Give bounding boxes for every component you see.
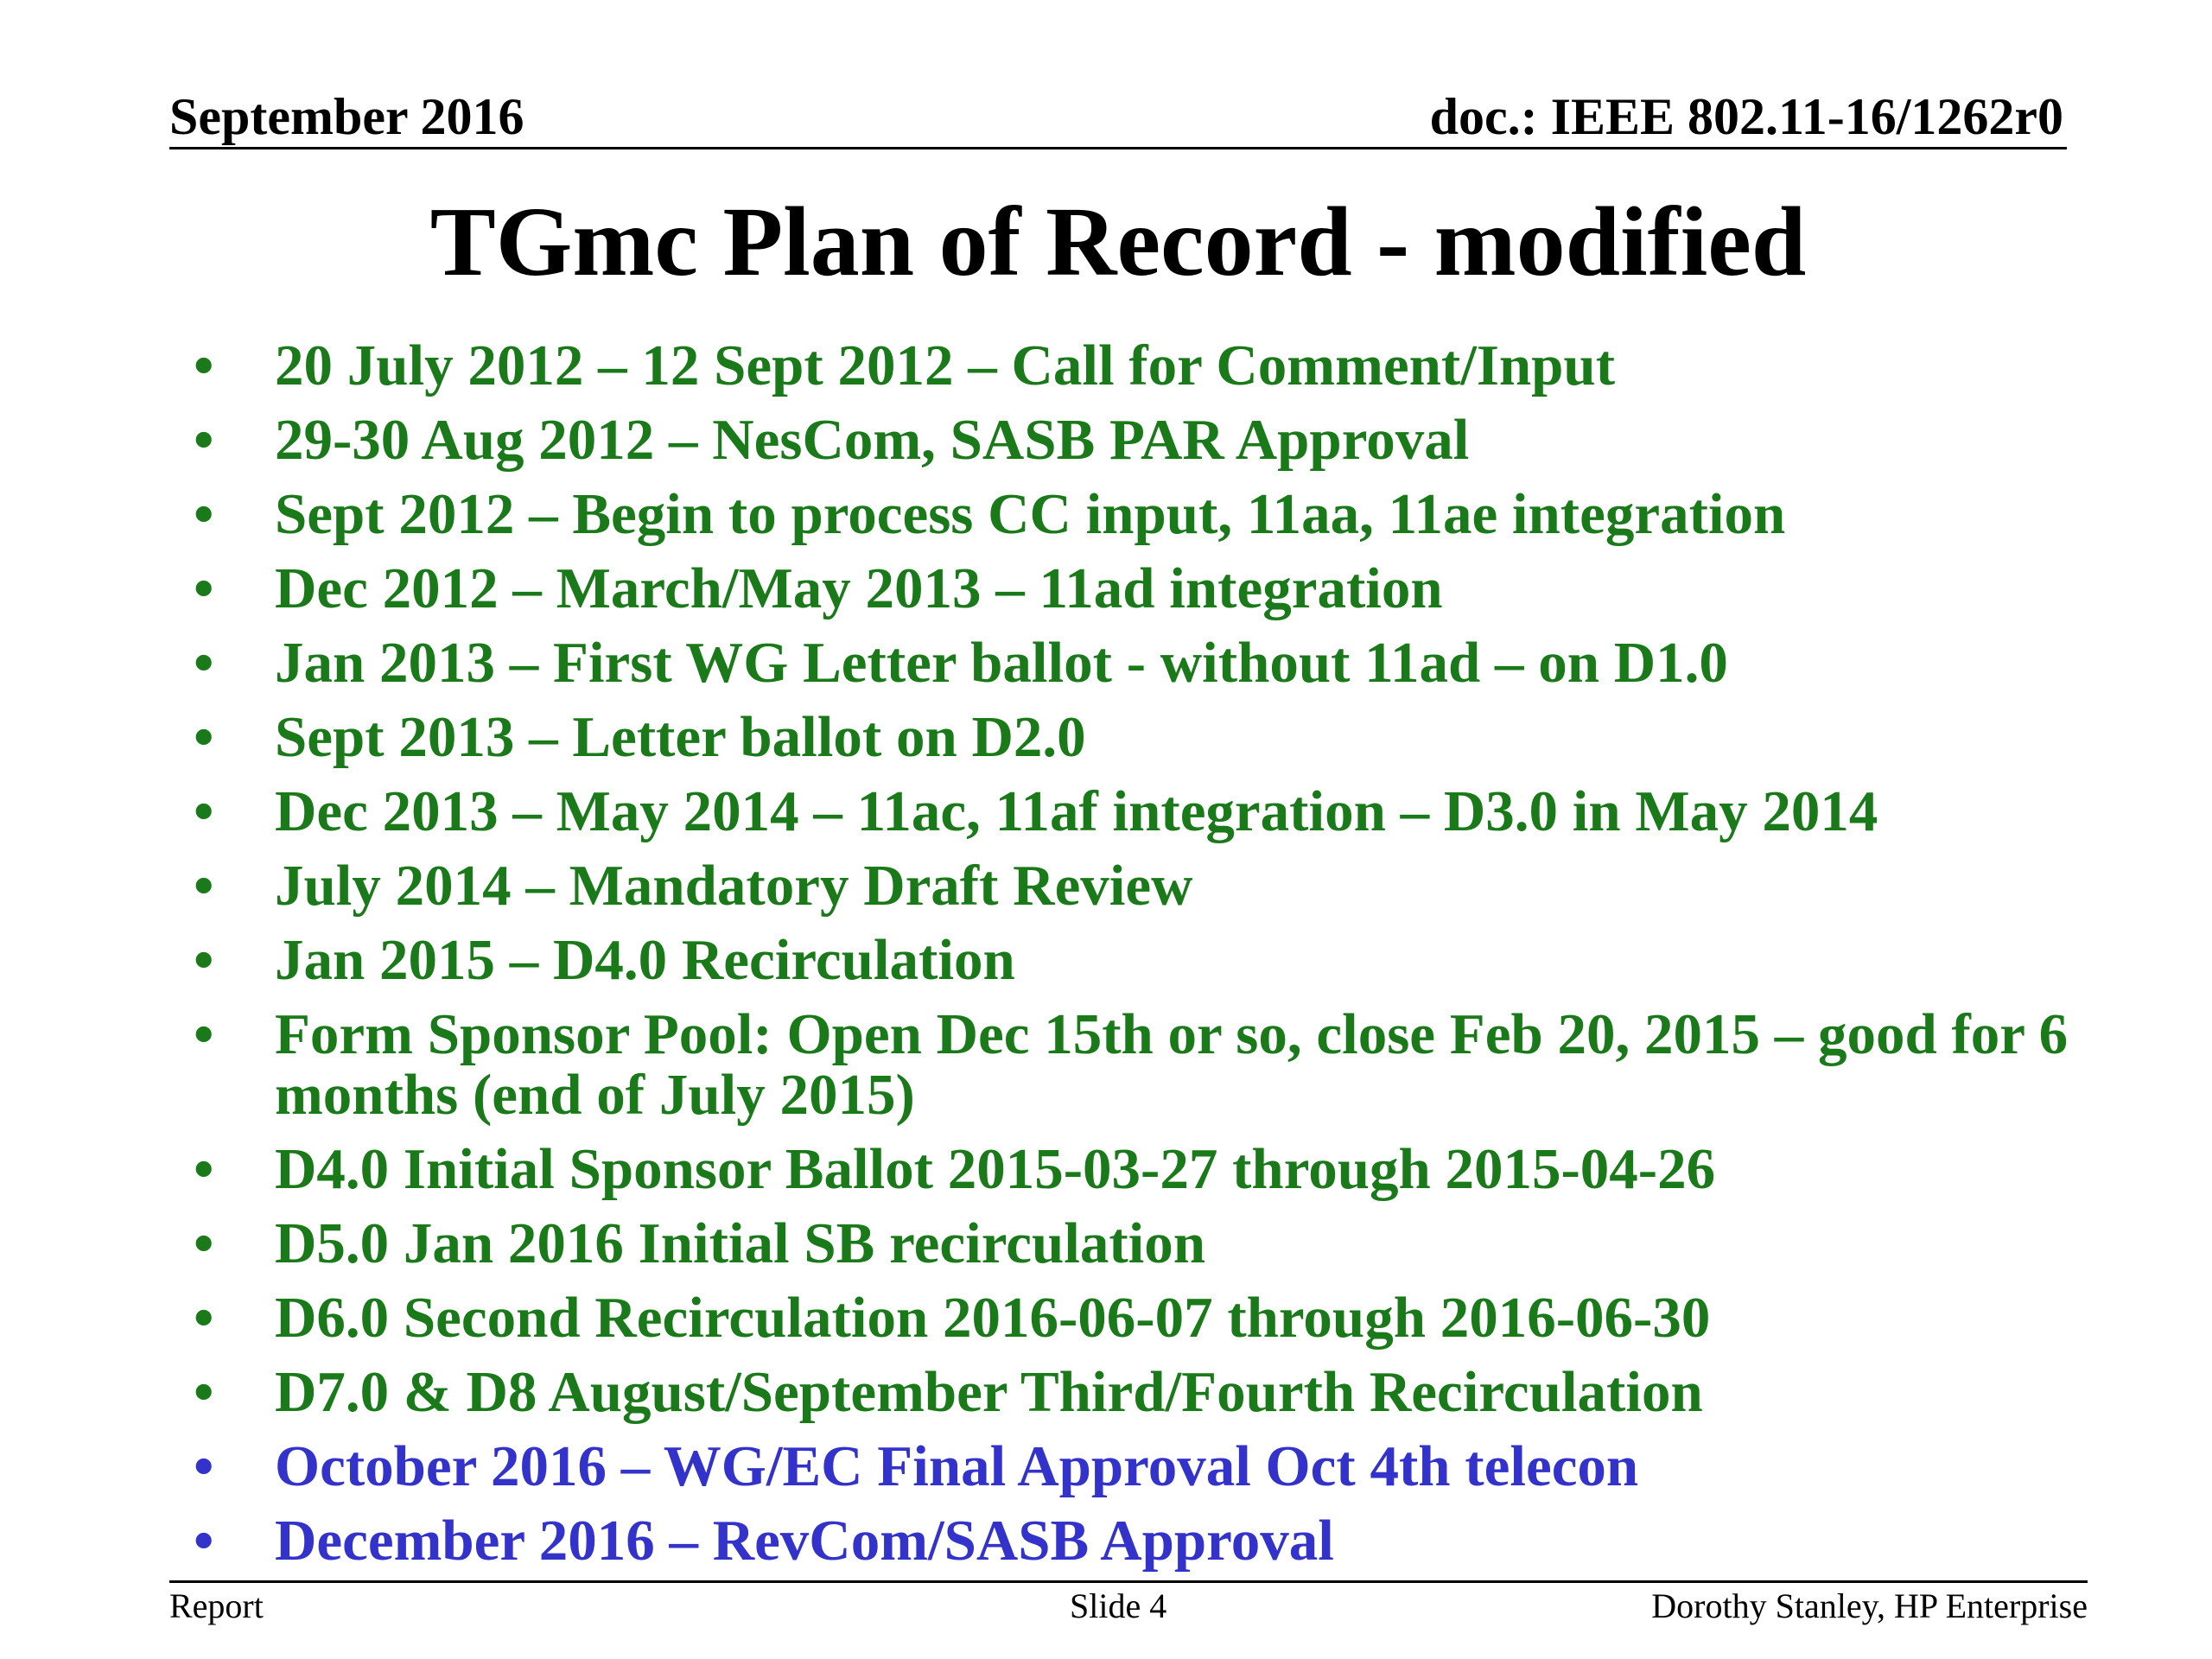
bullet-dot-icon: •: [194, 1509, 214, 1573]
bullet-text: July 2014 – Mandatory Draft Review: [275, 854, 1193, 918]
bullet-item: [169, 1436, 2113, 1497]
bullet-dot-icon: •: [194, 334, 214, 397]
bullet-dot-icon: •: [194, 408, 214, 472]
bullet-text: Form Sponsor Pool: Open Dec 15th or so, close Feb 20, 2015 – good for 6 months (end of July 2015): [275, 1002, 2069, 1127]
slide-title: TGmc Plan of Record - modified: [429, 187, 1807, 296]
bullet-dot-icon: •: [194, 854, 214, 918]
header-divider: [169, 147, 2067, 149]
bullet-text: D4.0 Initial Sponsor Ballot 2015-03-27 through 2015-04-26: [275, 1137, 1716, 1201]
bullet-dot-icon: •: [194, 779, 214, 843]
bullet-text: Dec 2013 – May 2014 – 11ac, 11af integration – D3.0 in May 2014: [275, 779, 1878, 843]
bullet-item: [169, 632, 2113, 693]
footer-divider: [169, 1580, 2088, 1583]
bullet-item: [169, 781, 2113, 842]
bullet-item: [169, 484, 2113, 544]
bullet-item: [169, 1139, 2113, 1199]
bullet-dot-icon: •: [194, 1211, 214, 1275]
bullet-dot-icon: •: [194, 631, 214, 695]
bullet-text: 20 July 2012 – 12 Sept 2012 – Call for Comment/Input: [275, 334, 1616, 397]
bullet-item: [169, 1287, 2113, 1348]
bullet-item: [169, 335, 2113, 396]
bullet-item: [169, 1004, 2113, 1125]
bullet-text: D6.0 Second Recirculation 2016-06-07 through 2016-06-30: [275, 1286, 1711, 1350]
bullet-list: [169, 335, 2113, 1585]
bullet-item: [169, 558, 2113, 619]
bullet-dot-icon: •: [194, 928, 214, 992]
bullet-text: Dec 2012 – March/May 2013 – 11ad integration: [275, 556, 1443, 620]
bullet-dot-icon: •: [194, 1286, 214, 1350]
footer-report-label: Report: [169, 1586, 264, 1625]
bullet-dot-icon: •: [194, 482, 214, 546]
bullet-dot-icon: •: [194, 556, 214, 620]
footer-slide-number: Slide 4: [1070, 1586, 1167, 1625]
bullet-text: December 2016 – RevCom/SASB Approval: [275, 1509, 1334, 1573]
bullet-dot-icon: •: [194, 1434, 214, 1498]
bullet-text: Sept 2013 – Letter ballot on D2.0: [275, 705, 1086, 769]
header-doc-id: doc.: IEEE 802.11-16/1262r0: [1429, 88, 2063, 145]
bullet-dot-icon: •: [194, 1360, 214, 1424]
header-date: September 2016: [169, 88, 524, 145]
bullet-text: D7.0 & D8 August/September Third/Fourth Recirculation: [275, 1360, 1703, 1424]
bullet-text: Jan 2013 – First WG Letter ballot - without 11ad – on D1.0: [275, 631, 1728, 695]
bullet-item: [169, 410, 2113, 470]
bullet-item: [169, 930, 2113, 990]
bullet-item: [169, 855, 2113, 916]
bullet-dot-icon: •: [194, 1002, 214, 1066]
bullet-dot-icon: •: [194, 705, 214, 769]
bullet-item: [169, 1510, 2113, 1571]
bullet-text: Sept 2012 – Begin to process CC input, 11aa, 11ae integration: [275, 482, 1786, 546]
footer-author: Dorothy Stanley, HP Enterprise: [1651, 1586, 2088, 1625]
bullet-text: D5.0 Jan 2016 Initial SB recirculation: [275, 1211, 1206, 1275]
bullet-text: October 2016 – WG/EC Final Approval Oct 4th telecon: [275, 1434, 1639, 1498]
bullet-item: [169, 1362, 2113, 1422]
bullet-text: 29-30 Aug 2012 – NesCom, SASB PAR Approval: [275, 408, 1470, 472]
bullet-text: Jan 2015 – D4.0 Recirculation: [275, 928, 1015, 992]
bullet-item: [169, 707, 2113, 767]
bullet-item: [169, 1213, 2113, 1274]
bullet-dot-icon: •: [194, 1137, 214, 1201]
